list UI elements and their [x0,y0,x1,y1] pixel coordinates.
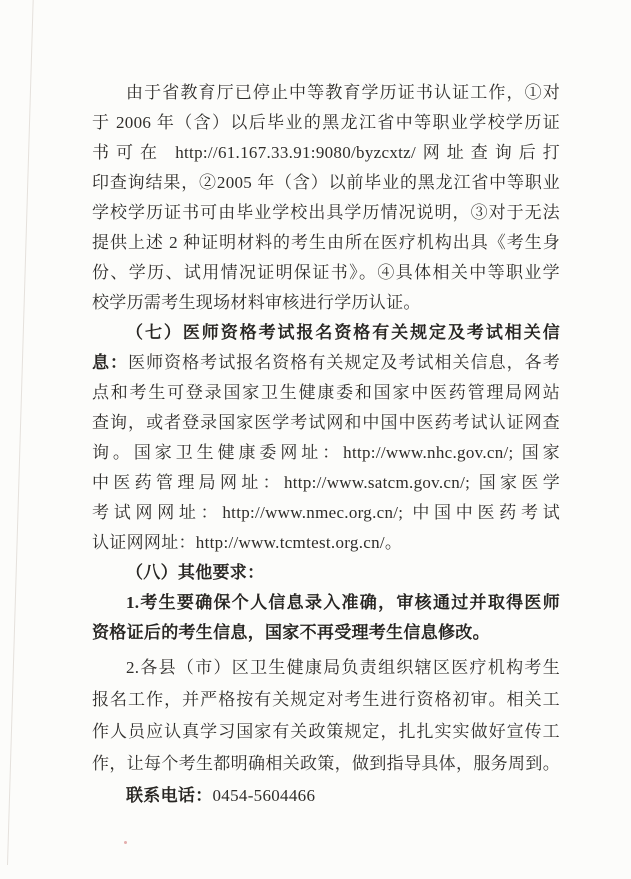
doc-line: 于 2006 年（含）以后毕业的黑龙江省中等职业学校学历证 [92,113,560,132]
page-edge-scan-line [7,0,34,865]
document-text-block [92,78,560,812]
section-8-heading-line: （八）其他要求： [126,563,265,582]
doc-line-mixed [92,348,560,378]
doc-line: 查询，或者登录国家医学考试网和中国中医药考试认证网查 [92,413,560,432]
red-speck-artifact [124,841,127,844]
doc-line: 提供上述 2 种证明材料的考生由所在医疗机构出具《考生身 [92,233,560,252]
doc-line: 份、学历、试用情况证明保证书》。④具体相关中等职业学 [92,263,560,282]
doc-line: 报名工作，并严格按有关规定对考生进行资格初审。相关工 [92,690,560,709]
contact-phone-line [92,780,560,812]
section-7-heading-line: （七）医师资格考试报名资格有关规定及考试相关信 [126,323,560,342]
doc-line: 由于省教育厅已停止中等教育学历证书认证工作，①对 [126,83,560,102]
doc-line: 校学历需考生现场材料审核进行学历认证。 [92,293,421,312]
doc-line: 2.各县（市）区卫生健康局负责组织辖区医疗机构考生 [126,658,560,677]
doc-line-url: 认证网网址：http://www.tcmtest.org.cn/。 [92,533,403,552]
doc-line: 印查询结果，②2005 年（含）以前毕业的黑龙江省中等职业 [92,173,560,192]
line-lead-bold: 息： [92,353,129,372]
doc-line-bold: 资格证后的考生信息，国家不再受理考生信息修改。 [92,623,490,642]
doc-line: 学校学历证书可由毕业学校出具学历情况说明，③对于无法 [92,203,560,222]
doc-line: 作，让每个考生都明确相关政策，做到指导具体，服务周到。 [92,754,560,773]
doc-line: 作人员应认真学习国家有关政策规定，扎扎实实做好宣传工 [92,722,560,741]
doc-line-url: 询。国家卫生健康委网址：http://www.nhc.gov.cn/; 国家 [92,443,560,462]
doc-line-url: 中医药管理局网址：http://www.satcm.gov.cn/; 国家医学 [92,473,560,492]
doc-line: 点和考生可登录国家卫生健康委和国家中医药管理局网站 [92,383,560,402]
doc-line-url: 书可在 http://61.167.33.91:9080/byzcxtz/网址查询后打 [92,143,560,162]
doc-line-bold: 1.考生要确保个人信息录入准确，审核通过并取得医师 [126,593,560,612]
contact-phone-number: 0454-5604466 [212,786,316,805]
line-rest: 医师资格考试报名资格有关规定及考试相关信息，各考 [128,353,560,372]
doc-line-url: 考试网网址：http://www.nmec.org.cn/; 中国中医药考试 [92,503,560,522]
contact-phone-label: 联系电话： [126,786,213,805]
